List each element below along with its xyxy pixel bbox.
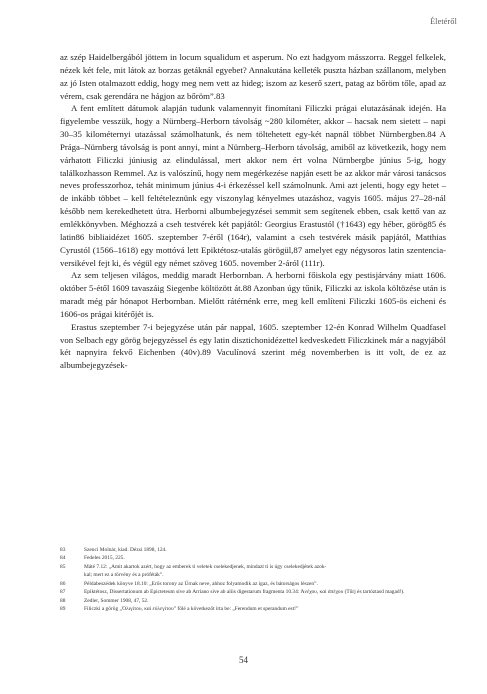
footnote-number: 89 — [60, 606, 66, 613]
footnote-number: 86 — [60, 580, 66, 587]
footnote-number: 85 — [60, 563, 66, 570]
footnote-text: Fedeles 2015, 225. — [84, 555, 125, 562]
footnote-number: 84 — [60, 555, 66, 562]
footnote — [60, 597, 446, 605]
paragraph: Erastus szeptember 7-i bejegyzése után pár nappal, 1605. szeptember 12-én Konrad Wilhelm Quadfasel von Selbach egy görög bejegyzéssel és egy latin disztichonidézettel kedveskedett Filiczkinek már a nagyjából két napnyira fekvő Eichenben (40v).89 Vaculínová szerint még novemberben is itt volt, de ez az albumbejegyzések- — [60, 321, 446, 371]
footnote — [60, 563, 446, 571]
footnote-number: 83 — [60, 547, 66, 553]
footnotes — [60, 546, 446, 614]
footnote-number: 88 — [60, 597, 66, 604]
footnote-text: Zedler, Sommer 1908, 47, 52. — [84, 597, 149, 604]
footnote-text: Szenci Molnár, kiad. Dézsi 1898, 124. — [84, 547, 167, 553]
footnote — [60, 588, 446, 596]
footnote — [60, 580, 446, 588]
footnote-number: 87 — [60, 589, 66, 596]
footnote — [60, 546, 446, 554]
footnote — [60, 554, 446, 562]
main-text — [60, 51, 446, 372]
footnote-text: Epiktétosz, Dissertationum ab Epicteteum sive ab Arriano sive ab aliis digestarum fragmenta 10.34: Ἀνέχου, καὶ ἀπέχου (Tűrj és tartóztasd magad!). — [84, 589, 405, 596]
footnote-text: Máté 7.12: „Amit akartok azért, hogy az emberek ti veletek cselekedjenek, mindazt ti is úgy cselekedjétek azok- — [84, 563, 327, 570]
running-head: Életéről — [430, 17, 457, 26]
paragraph: az szép Haidelbergából jöttem in locum squalidum et asperum. No ezt hadgyom másszorra. Reggel felkelek, nézek két fele, mit látok az borzas getáknál egyebet? Annakutána kelleték puszta házban szállanom, melyben az jó Isten otalmazott eddig, hogy meg nem vett az hideg; iszom az keserő szert, patag az bőröm tőle, apad az vérem, csak gerendára ne hágjon az bőröm”.83 — [60, 52, 446, 101]
footnote — [60, 605, 446, 613]
paragraph: A fent említett dátumok alapján tudunk valamennyit finomítani Filiczki prágai elutazásának idején. Ha figyelembe vesszük, hogy a Nürnberg–Herborn távolság ~280 kilométer, akkor – hacsak nem sietett – napi 30–35 kilométernyi utazással számolhatunk, és nem töltehetett egy-két napnál többet Nürnbergben.84 A Prága–Nürnberg távolság is pont annyi, mint a Nürnberg–Herborn távolság, amiből az következik, hogy nem várhatott Filiczki júniusig az elindulással, mert akkor nem ért volna Nürnbergbe június 5-ig, hogy találkozhasson Remmel. Az is valószínű, hogy nem megérkezése napján esett be az akkor már városi tanácsos neves professzorhoz, tehát minimum június 4-i érkezéssel kell számolnunk. Ami azt jelenti, hogy egy hetet – de inkább többet – kell feltételeznünk egy viszonylag kényelmes utazáshoz, vagyis 1605. május 27–28-nál később nem kerekedhetett útra. Herborni albumbejegyzései semmit sem segítenek ebben, csak kettő van az emlékkönyvben. Méghozzá a cseh testvérek két papjától: Georgius Erastustól (†1643) egy héber, görög85 és latin86 bibliaidézet 1605. szeptember 7-éről (164r), valamint a cseh testvérek másik papjától, Matthias Cyrustól (1566–1618) egy mottóvá lett Epiktétosz-utalás görögül,87 amelyet egy négysoros latin szentencia-versikével fejt ki, és végül egy német szöveg 1605. november 2-áról (111r). — [60, 103, 446, 268]
page-number: 54 — [239, 655, 248, 665]
footnote — [60, 571, 446, 579]
footnote-text: kal; mert ez a törvény és a próféták”. — [84, 572, 164, 579]
paragraph: Az sem teljesen világos, meddig maradt Herbornban. A herborni főiskola egy pestisjárvány miatt 1606. október 5-étől 1609 tavaszáig Siegenbe költözött át.88 Azonban úgy tűnik, Filiczki az iskola költözése után is maradt még pár hónapot Herbornban. Mielőtt rátérnénk erre, meg kell említeni Filiczki 1605-ös eicheni és 1606-os prágai kitérőjét is. — [60, 270, 446, 319]
footnote-text: Példabeszédek könyve 18.10: „Erős torony az Úrnak neve, ahhoz folyamodik az igaz, és bátorságos lészen”. — [84, 580, 318, 587]
footnote-text: Filiczki a görög „Ὀλιγίτου, καὶ εὐλεγίτου” fölé a következőt írta be: „Ferendum et sperandum est!” — [84, 606, 299, 613]
